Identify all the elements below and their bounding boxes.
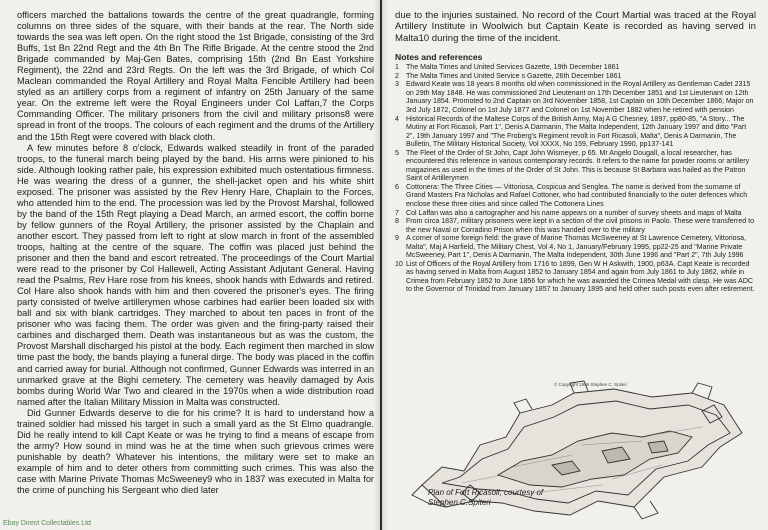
note-number: 5 bbox=[395, 149, 399, 157]
note-item bbox=[395, 81, 756, 115]
note-text: A corner of some foreign field: the grave of Marine Thomas McSweeney at St Lawrence Cemetery, Vittoriosa, Malta", Maj A Harfield, The Military Chest, Vol 4, No 1, January/February 1995, pp22-25 and "Marine Private McSweeney, Part 1", Denis A Darmanin, The Malta Independent, 30th June 1996 and "Part 2", 7th July 1996 bbox=[406, 235, 746, 260]
right-page bbox=[382, 0, 768, 530]
continued-paragraph: due to the injuries sustained. No record of the Court Martial was traced at the Royal Artillery Institute in Woolwich but Captain Keate is recorded as having served in Malta10 during the time of the incident. bbox=[395, 10, 756, 44]
note-number: 8 bbox=[395, 218, 399, 226]
publisher-footer: Ebay Direct Collectables Ltd bbox=[3, 520, 91, 527]
note-number: 1 bbox=[395, 64, 399, 72]
map-caption: Plan of Fort Ricasoli, courtesy of Stephen C.Spiteri bbox=[428, 488, 544, 507]
note-text: The Fleet of the Order of St John, Capt John Wismeyer, p 65. Mr Angelo Dougall, a local researcher, has encountered this reference in various contemporary records. It refers to the name for powder rooms or artillery magazines as used in the times of the Order of St John. This is because St Barbara was hailed as the Patron Saint of Artillerymen bbox=[406, 149, 750, 183]
note-text: The Malta Times and United Service s Gazette, 26th December 1861 bbox=[406, 72, 622, 80]
note-text: Cottonera: The Three Cities — Vittoriosa, Cospicua and Senglea. The name is derived from the surname of Grand Masters Fra Nicholas and Rafael Cottoner, who had contributed financially to the outer defences which enclose these three cities and since called The Cottonera Lines bbox=[406, 183, 748, 208]
map-copyright: © Copyright 1996 Stephen C. Spiteri bbox=[554, 382, 627, 387]
note-text: From circa 1837, military prisoners were kept in a section of the civil prisons in Paolo. These were transferred to the new Naval or Corradino Prison when this was handed over to the military bbox=[406, 218, 755, 234]
note-item bbox=[395, 235, 756, 261]
note-item bbox=[395, 116, 756, 150]
note-item bbox=[395, 218, 756, 235]
note-item bbox=[395, 150, 756, 184]
note-item bbox=[395, 184, 756, 210]
note-text: List of Officers of the Royal Artillery from 1716 to 1899, Gen W H Askwith, 1900, p63A. Capt Keate is recorded as having served in Malta from August 1852 to January 1854 and again from July 1861 to July 1862, while in Crimea from February 1852 to June 1856 for which he was awarded the Crimea Medal with clasp. He was ADC to the Governor of Trinidad from January 1857 to January 1895 and held other such posts even after retirement. bbox=[406, 260, 755, 294]
note-text: The Malta Times and United Services Gazette, 19th December 1861 bbox=[406, 64, 620, 72]
note-number: 9 bbox=[395, 235, 399, 243]
paragraph-2: A few minutes before 8 o'clock, Edwards walked steadily in front of the paraded troops, to the funeral march being played by the band. His arms were pinioned to his side. Although looking rather pale, his expression exhibited much ostentatious firmness. He was wearing the dress of a gunner, the shell-jacket open and his white shirt exposed. The prisoner was assisted by the Rev Henry Hare, Chaplain to the Forces, who attended him to the end. The procession was led by the Provost Marshal, followed by the band of the 15th Regt playing a Dead March, an armed escort, the coffin borne by fellow gunners of the Royal Artillery, the prisoner assisted by the Chaplain and another escort. They passed from left to right at slow march in front of the assembled troops, halting at the centre of the square. The coffin was placed just behind the prisoner and then the band and escort retreated. The proceedings of the Court Martial were read to the prisoner by Col Hallewell, Acting Assistant Adjutant General. Having read the Psalms, Rev Hare rose from his knees, shook hands with Edwards and retired. Col Hare also shook hands with him and then covered the prisoner's eyes. The firing party consisted of twelve artillerymen whose carbines had earlier been loaded six with ball and six with blank cartridges. They marched to about ten paces in front of the prisoner who was facing them. The order was given and the firing-party raised their carbines and discharged them. Death was instantaneous but as was the custom, the Provost Marshall discharged his pistol at the body. Each regiment then marched in slow time past the body, the bands playing a funeral dirge. The body was placed in the coffin and carried away for burial. Although not confirmed, Gunner Edwards was interred in an unmarked grave at the Bighi cemetery. The cemetery was heavily damaged by Axis bombs during World War Two and cleared in the 1970s when a wide distribution road named after the Italian Military Mission in Malta was constructed. bbox=[17, 142, 374, 407]
note-text: Col Laffan was also a cartographer and his name appears on a number of survey sheets and maps of Malta bbox=[406, 209, 742, 217]
note-item bbox=[395, 73, 756, 82]
right-body-text bbox=[395, 10, 756, 44]
left-page bbox=[0, 0, 380, 530]
paragraph-3: Did Gunner Edwards deserve to die for his crime? It is hard to understand how a trained soldier had missed his target in such a small yard as the St Elmo quadrangle. Did he really intend to kill Capt Keate or was he trying to find a means of escape from the army? How sound in mind was he at the time when such grievous crimes were punishable by death? Whatever his intentions, the military were set to make an example of him and to deter others from committing such crimes. This was also the case with Marine Private Thomas McSweeney9 who in 1837 was executed in Malta for the crime of punching his Sergeant who died later bbox=[17, 407, 374, 496]
note-number: 10 bbox=[395, 260, 403, 268]
note-text: Historical Records of the Maltese Corps of the British Army, Maj A G Chesney, 1897, pp80-85, "A Story... The Mutiny at Fort Ricasoli, Part 1", Denis A Darmanin, The Malta Independent, 12th January 1997 and ditto "Part 2", 19th January 1997 and "The Froberg's Regiment revolt in Fort Ricasoli, Malta", Denis A Darmanin, The Bulletin, The Military Historical Society, Vol XXXX, No 159, February 1990, pp137-141 bbox=[406, 115, 747, 149]
note-text: Edward Keate was 18 years 8 months old when commissioned in the Royal Artillery as Gentleman Cadet 2315 on 29th May 1848. He was commissioned 2nd Lieutenant on 17th December 1851 and 1st Lieutenant on 12th January 1854. Promoted to 2nd Captain on 3rd November 1858, 1st Captain on 10th December 1866; Major on 3rd July 1872, Colonel on 1st July 1877 and Colonel on 1st November 1882 when he retired with pension bbox=[406, 81, 754, 114]
note-item bbox=[395, 210, 756, 219]
notes-heading: Notes and references bbox=[395, 52, 483, 63]
notes-list bbox=[395, 64, 756, 295]
gutter-shadow-right bbox=[382, 0, 388, 530]
left-body-text bbox=[17, 10, 374, 496]
note-item bbox=[395, 261, 756, 295]
note-number: 6 bbox=[395, 183, 399, 191]
note-item bbox=[395, 64, 756, 73]
paragraph-1: officers marched the battalions towards the centre of the great quadrangle, forming columns on three sides of the square, with their bands at the rear. The North side towards the sea was left open. On the right stood the 1st Brigade, consisting of the 3rd Buffs, 1st Bn 22nd Regt and the 4th Bn The Rifle Brigade. At the centre stood the 2nd Brigade commanded by Maj-Gen Bates, comprising 15th (2nd Bn East Yorkshire Regiment), the 22nd and 23rd Regts. On the left was the 3rd Brigade, of which Col Maclean commanded the Royal Artillery and Royal Malta Fencible Artillery had been styled as an artillery corps from a regiment of infantry on 25th January of the same year. On the extreme left were the Royal Engineers under Col Laffan,7 the Corps Commanding Officer. The military prisoners from the civil and military prisons8 were spread in front of the troops. The colours of each regiment and the drums of the Artillery and the 15th Regt were covered with black cloth. bbox=[17, 10, 374, 142]
gutter-shadow bbox=[374, 0, 380, 530]
note-number: 4 bbox=[395, 115, 399, 123]
note-number: 7 bbox=[395, 209, 399, 217]
note-number: 3 bbox=[395, 81, 399, 89]
note-number: 2 bbox=[395, 72, 399, 80]
